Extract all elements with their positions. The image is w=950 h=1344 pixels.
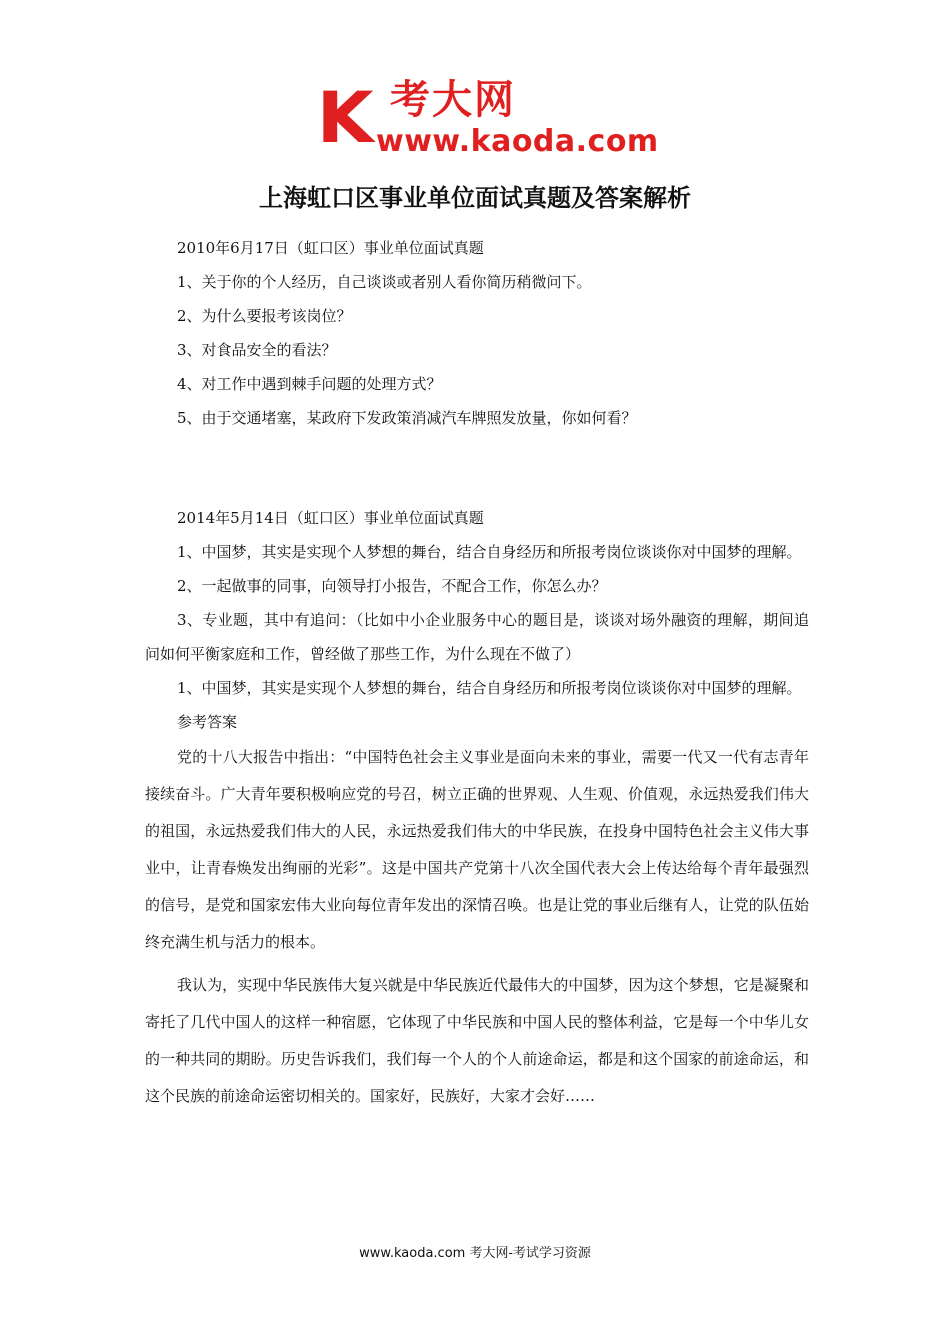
page-title: 上海虹口区事业单位面试真题及答案解析 xyxy=(259,183,691,212)
question-item: 1、中国梦，其实是实现个人梦想的舞台，结合自身经历和所报考岗位谈谈你对中国梦的理解。 xyxy=(177,679,802,697)
section-heading-2010: 2010年6月17日（虹口区）事业单位面试真题 xyxy=(177,239,484,257)
footer-url-link[interactable]: www.kaoda.com xyxy=(359,1246,466,1261)
spacer xyxy=(145,435,809,501)
answer-paragraph: 我认为，实现中华民族伟大复兴就是中华民族近代最伟大的中国梦，因为这个梦想，它是凝聚和寄托了几代中国人的这样一种宿愿，它体现了中华民族和中国人民的整体利益，它是每一个中华儿女的一种共同的期盼。历史告诉我们，我们每一个人的个人前途命运，都是和这个国家的前途命运，和这个民族的前途命运密切相关的。国家好，民族好，大家才会好…… xyxy=(145,976,809,1105)
question-item: 5、由于交通堵塞，某政府下发政策消减汽车牌照发放量，你如何看？ xyxy=(177,409,637,427)
answer-paragraph: 党的十八大报告中指出：“中国特色社会主义事业是面向未来的事业，需要一代又一代有志青年接续奋斗。广大青年要积极响应党的号召，树立正确的世界观、人生观、价值观，永远热爱我们伟大的祖国，永远热爱我们伟大的人民，永远热爱我们伟大的中华民族，在投身中国特色社会主义伟大事业中，让青春焕发出绚丽的光彩”。这是中国共产党第十八次全国代表大会上传达给每个青年最强烈的信号，是党和国家宏伟大业向每位青年发出的深情召唤。也是让党的事业后继有人，让党的队伍始终充满生机与活力的根本。 xyxy=(145,748,809,951)
question-item: 3、对食品安全的看法？ xyxy=(177,341,337,359)
question-item: 4、对工作中遇到棘手问题的处理方式？ xyxy=(177,375,442,393)
question-item: 1、中国梦，其实是实现个人梦想的舞台，结合自身经历和所报考岗位谈谈你对中国梦的理解。 xyxy=(177,543,802,561)
logo-k-mark: K xyxy=(316,77,374,159)
logo-brand-name: 考大网 xyxy=(390,77,516,123)
document-body xyxy=(145,231,809,1115)
footer-text: 考大网-考试学习资源 xyxy=(469,1246,591,1261)
logo-url: www.kaoda.com xyxy=(376,124,659,159)
question-item: 2、一起做事的同事，向领导打小报告，不配合工作，你怎么办？ xyxy=(177,577,607,595)
answer-heading: 参考答案 xyxy=(177,713,238,731)
section-heading-2014: 2014年5月14日（虹口区）事业单位面试真题 xyxy=(177,509,484,527)
page-footer xyxy=(0,1244,950,1264)
question-item: 2、为什么要报考该岗位？ xyxy=(177,307,352,325)
question-item: 3、专业题，其中有追问：（比如中小企业服务中心的题目是，谈谈对场外融资的理解，期间追问如何平衡家庭和工作，曾经做了那些工作，为什么现在不做了） xyxy=(145,611,809,663)
question-item: 1、关于你的个人经历，自己谈谈或者别人看你简历稍微问下。 xyxy=(177,273,592,291)
site-logo[interactable] xyxy=(316,76,659,164)
